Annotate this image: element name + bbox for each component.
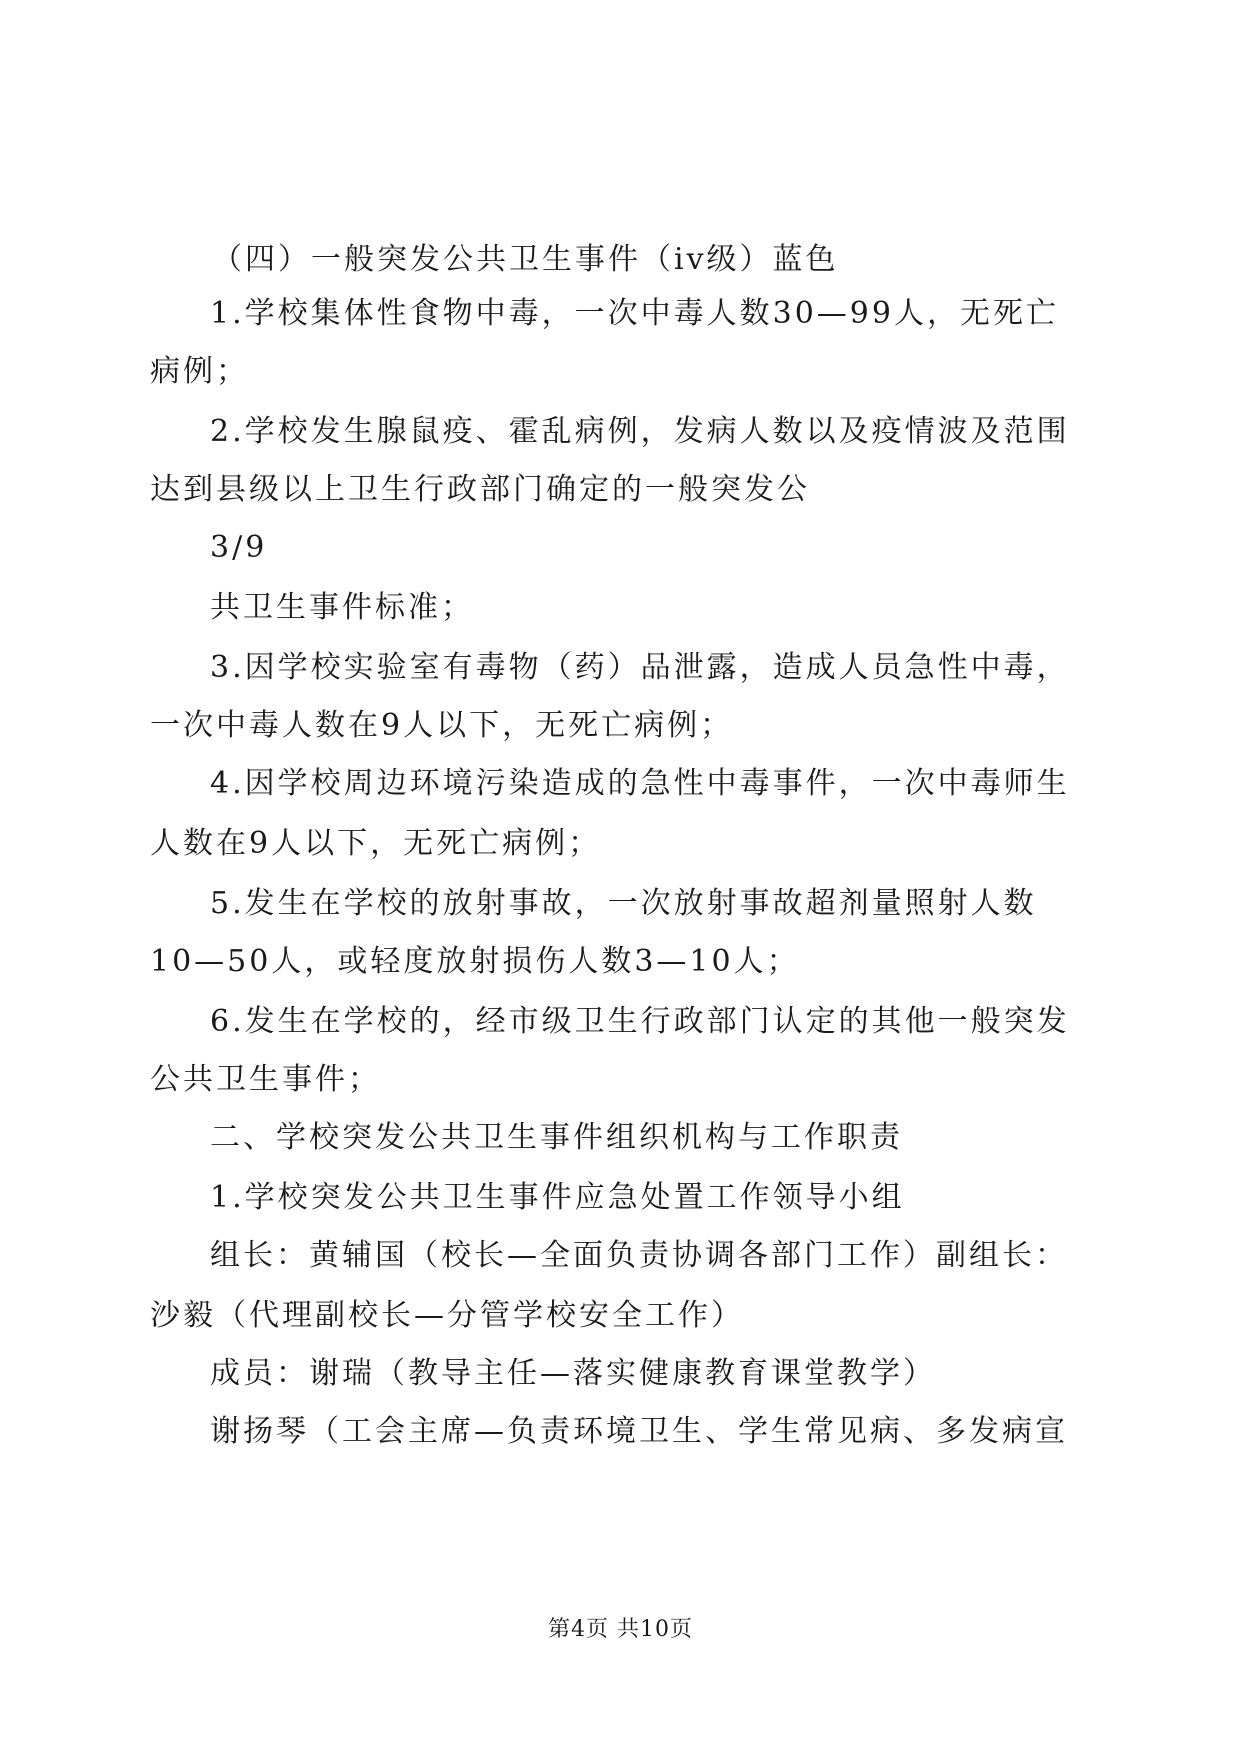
subsection-leadership-group: 1.学校突发公共卫生事件应急处置工作领导小组 [210,1180,905,1215]
deputy-leader-line: 沙毅（代理副校长—分管学校安全工作） [150,1298,744,1333]
paragraph-item-2-tail: 共卫生事件标准； [210,590,474,625]
paragraph-item-6-continued: 公共卫生事件； [150,1062,381,1097]
member-line-2: 谢扬琴（工会主席—负责环境卫生、学生常见病、多发病宣 [210,1414,1068,1449]
section-heading-two: 二、学校突发公共卫生事件组织机构与工作职责 [210,1120,903,1155]
paragraph-item-3: 3.因学校实验室有毒物（药）品泄露，造成人员急性中毒， [210,650,1070,685]
paragraph-item-3-continued: 一次中毒人数在9人以下，无死亡病例； [150,708,734,743]
inline-page-marker: 3/9 [210,530,268,565]
paragraph-item-2: 2.学校发生腺鼠疫、霍乱病例，发病人数以及疫情波及范围 [210,414,1070,449]
leader-line: 组长：黄辅国（校长—全面负责协调各部门工作）副组长： [210,1238,1068,1273]
member-line-1: 成员：谢瑞（教导主任—落实健康教育课堂教学） [210,1356,936,1391]
section-heading-level-four: （四）一般突发公共卫生事件（iv级）蓝色 [212,242,839,277]
paragraph-item-4-continued: 人数在9人以下，无死亡病例； [150,826,602,861]
paragraph-item-2-continued: 达到县级以上卫生行政部门确定的一般突发公 [150,472,810,507]
paragraph-item-5-continued: 10—50人，或轻度放射损伤人数3—10人； [150,944,800,979]
paragraph-item-6: 6.发生在学校的，经市级卫生行政部门认定的其他一般突发 [210,1004,1070,1039]
paragraph-item-4: 4.因学校周边环境污染造成的急性中毒事件，一次中毒师生 [210,766,1070,801]
page-footer: 第4页 共10页 [548,1617,693,1642]
paragraph-item-1: 1.学校集体性食物中毒，一次中毒人数30—99人，无死亡 [210,296,1059,331]
paragraph-item-1-continued: 病例； [150,354,249,389]
paragraph-item-5: 5.发生在学校的放射事故，一次放射事故超剂量照射人数 [210,886,1037,921]
